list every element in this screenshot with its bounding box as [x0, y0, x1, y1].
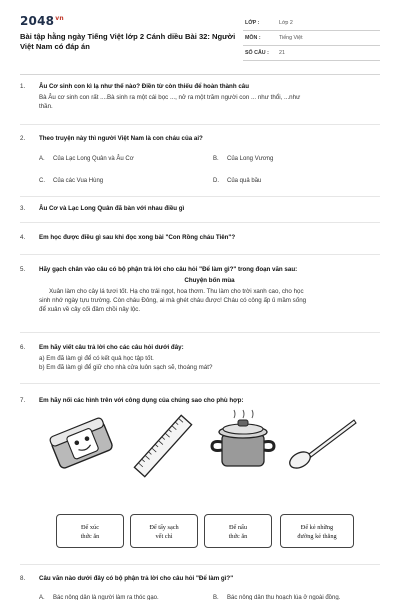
divider — [20, 196, 380, 197]
question-5: 5. Hãy gạch chân vào câu có bộ phận trả lời cho câu hỏi "Để làm gì?" trong đoạn văn sau: Chuyện bốn mùa Xuân làm cho cây lá tươi tốt. Hạ cho trái ngọt, hoa thơm. Thu làm cho trời xanh cao, cho học sinh nhớ ngày tựu trường. Còn cháu Đông, ai mà ghét cháu được! Cháu có công ấp ủ mầm sống để xuân về cây cối đâm chồi nảy lộc. — [20, 265, 380, 327]
question-8: 8. Câu văn nào dưới đây có bộ phận trả lời cho câu hỏi "Để làm gì?" A. Bác nông dân là người làm ra thóc gạo. B. Bác nông dân thu hoạch lúa ở ngoài đồng. — [20, 574, 380, 600]
question-6: 6. Em hãy viết câu trả lời cho các câu hỏi dưới đây: a) Em đã làm gì để có kết quả học tập tốt. b) Em đã làm gì để giữ cho nhà cửa luôn sạch sẽ, thoáng mát? — [20, 344, 213, 371]
spoon-icon — [284, 412, 360, 474]
divider — [20, 222, 380, 223]
divider — [20, 383, 380, 384]
option-b[interactable]: B. Bác nông dân thu hoạch lúa ở ngoài đồng. — [213, 595, 341, 600]
divider — [20, 124, 380, 125]
option-c[interactable]: C. Của các Vua Hùng — [39, 178, 104, 184]
site-logo[interactable]: $2048^{vn}$ — [20, 14, 64, 28]
answer-card-scoop-food[interactable]: Để xúc thức ăn — [56, 514, 124, 548]
divider — [20, 332, 380, 333]
pot-icon — [206, 408, 280, 476]
option-a[interactable]: A. Bác nông dân là người làm ra thóc gạo. — [39, 595, 159, 600]
answer-card-draw-lines[interactable]: Để kẻ những đường kẻ thẳng — [280, 514, 354, 548]
question-2: 2. Theo truyện này thì người Việt Nam là con cháu của ai? A. Của Lạc Long Quân và Âu Cơ B. Của Long Vương C. Của các Vua Hùng D. Của quả bầu — [20, 135, 274, 184]
question-7: 7. Em hãy nối các hình trên với công dụng của chúng sao cho phù hợp: — [20, 397, 244, 404]
answer-card-erase-pencil[interactable]: Để tẩy sạch vết chì — [130, 514, 198, 548]
ruler-icon — [132, 410, 194, 482]
meta-table — [243, 16, 380, 61]
header — [20, 14, 380, 64]
divider — [20, 254, 380, 255]
option-d[interactable]: D. Của quả bầu — [213, 178, 262, 184]
question-4: 4. Em học được điều gì sau khi đọc xong bài "Con Rồng cháu Tiên"? — [20, 234, 236, 241]
answer-card-cook-food[interactable]: Để nấu thức ăn — [204, 514, 272, 548]
header-divider — [20, 74, 380, 75]
divider — [20, 564, 380, 565]
meta-subject: MÔN : Tiếng Việt — [243, 31, 380, 46]
eraser-icon — [44, 412, 120, 478]
option-b[interactable]: B. Của Long Vương — [213, 156, 274, 162]
meta-grade: LỚP : Lớp 2 — [243, 16, 380, 31]
question-1: 1. Âu Cơ sinh con kì lạ như thế nào? Điền từ còn thiếu để hoàn thành câu Bà Âu cơ sinh con rất ....Bà sinh ra một cái bọc ..., nở ra một trăm người con ... như thổi, ...như thần. — [20, 83, 301, 110]
meta-question-count: SỐ CÂU : 21 — [243, 46, 380, 61]
option-a[interactable]: A. Của Lạc Long Quân và Âu Cơ — [39, 156, 134, 162]
question-3: 3. Âu Cơ và Lạc Long Quân đã bàn với nhau điều gì — [20, 205, 185, 212]
document-title: Bài tập hằng ngày Tiếng Việt lớp 2 Cánh diều Bài 32: Người Việt Nam có đáp án — [20, 32, 236, 51]
passage-title: Chuyện bốn mùa — [184, 277, 235, 284]
